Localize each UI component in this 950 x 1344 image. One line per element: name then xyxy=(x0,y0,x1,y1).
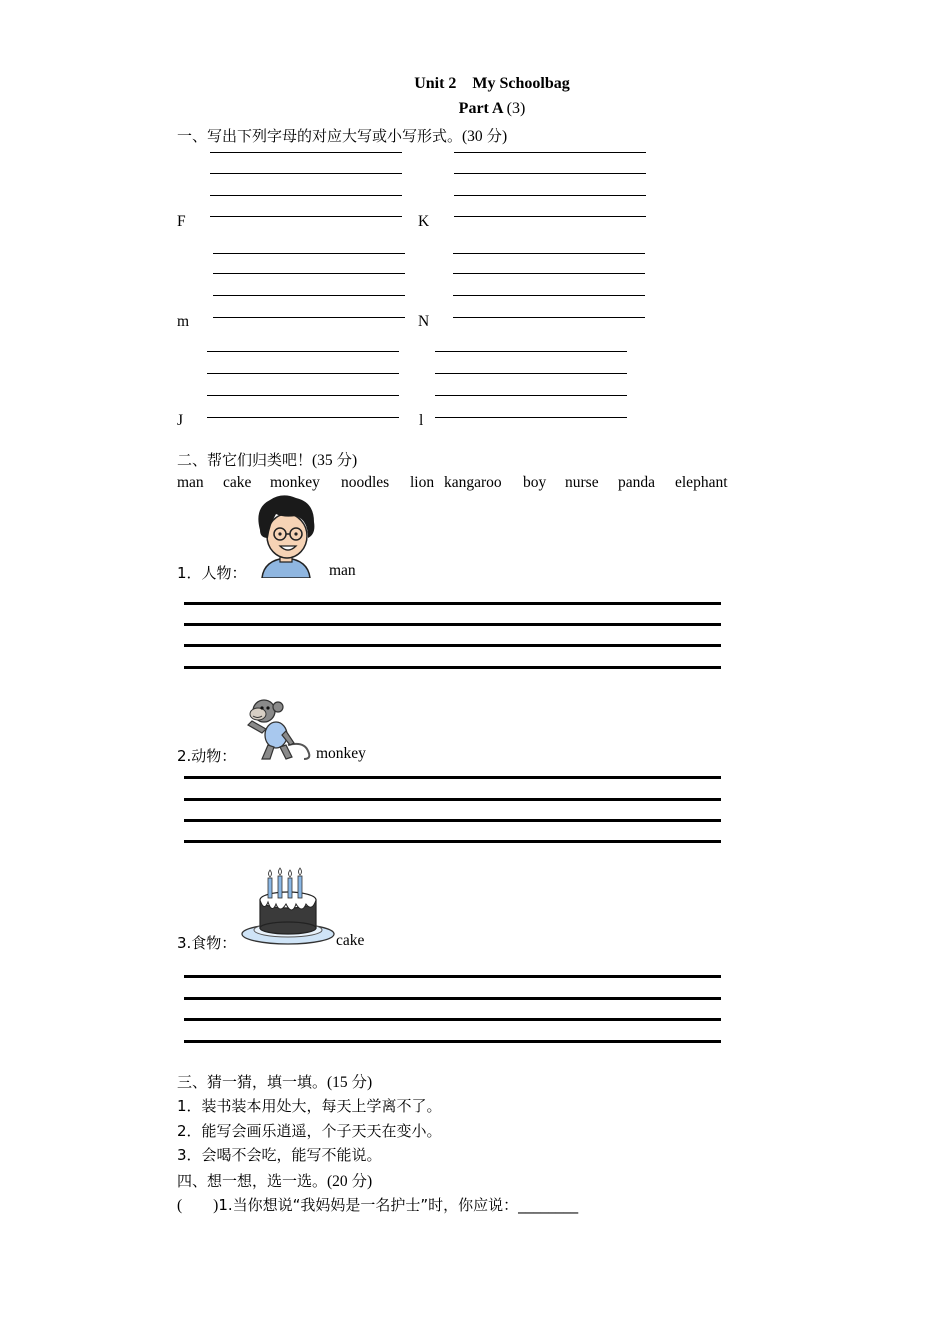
part-num: (3) xyxy=(506,100,526,117)
word-bank-item: boy xyxy=(523,474,547,491)
letter-m: m xyxy=(177,313,190,330)
question-4-1-text: 1.当你想说“我妈妈是一名护士”时，你应说：________ xyxy=(218,1196,579,1214)
writing-line[interactable] xyxy=(210,173,402,174)
part-title xyxy=(0,100,950,118)
word-bank-item: lion xyxy=(410,474,435,491)
writing-line[interactable] xyxy=(210,152,402,153)
writing-line[interactable] xyxy=(435,395,627,396)
section2-score: (35 分) xyxy=(312,452,358,469)
writing-line[interactable] xyxy=(210,216,402,217)
word-bank-item: monkey xyxy=(270,474,320,491)
category-people-label: 1．人物： xyxy=(177,564,247,582)
birthday-cake-icon xyxy=(240,866,336,951)
section4-heading-text: 四、想一想，选一选。 xyxy=(177,1172,328,1190)
writing-line[interactable] xyxy=(207,395,399,396)
writing-line[interactable] xyxy=(213,273,405,274)
answer-line[interactable] xyxy=(184,623,721,626)
section1-heading-text: 一、写出下列字母的对应大写或小写形式。 xyxy=(177,127,463,145)
writing-line[interactable] xyxy=(207,351,399,352)
writing-line[interactable] xyxy=(454,195,646,196)
section3-heading xyxy=(177,1070,372,1092)
letter-N: N xyxy=(418,313,430,330)
writing-line[interactable] xyxy=(454,216,646,217)
writing-line[interactable] xyxy=(435,351,627,352)
answer-line[interactable] xyxy=(184,997,721,1000)
answer-line[interactable] xyxy=(184,666,721,669)
writing-line[interactable] xyxy=(454,173,646,174)
answer-line[interactable] xyxy=(184,1040,721,1043)
section4-heading xyxy=(177,1169,372,1191)
section4-score: (20 分) xyxy=(327,1173,373,1190)
unit-title: Unit 2 My Schoolbag xyxy=(414,75,570,92)
boy-with-glasses-icon xyxy=(252,494,320,583)
word-bank-item: kangaroo xyxy=(444,474,502,491)
riddle-2: 2．能写会画乐逍遥，个子天天在变小。 xyxy=(177,1122,442,1140)
section3-score: (15 分) xyxy=(327,1074,373,1091)
category-people-example: man xyxy=(329,562,356,579)
letter-J: J xyxy=(177,412,184,429)
section2-heading-text: 二、帮它们归类吧！ xyxy=(177,451,313,469)
answer-line[interactable] xyxy=(184,602,721,605)
writing-line[interactable] xyxy=(435,417,627,418)
category-food-label: 3.食物： xyxy=(177,934,237,952)
riddle-1: 1．装书装本用处大，每天上学离不了。 xyxy=(177,1097,442,1115)
writing-line[interactable] xyxy=(210,195,402,196)
writing-line[interactable] xyxy=(453,253,645,254)
section2-heading xyxy=(177,448,357,470)
word-bank-item: noodles xyxy=(341,474,390,491)
answer-line[interactable] xyxy=(184,776,721,779)
word-bank-item: cake xyxy=(223,474,252,491)
answer-paren[interactable]: ( ) xyxy=(177,1197,219,1214)
writing-line[interactable] xyxy=(435,373,627,374)
writing-line[interactable] xyxy=(213,253,405,254)
answer-line[interactable] xyxy=(184,1018,721,1021)
word-bank-item: man xyxy=(177,474,204,491)
writing-line[interactable] xyxy=(453,295,645,296)
writing-line[interactable] xyxy=(207,373,399,374)
section1-score: (30 分) xyxy=(462,128,508,145)
answer-line[interactable] xyxy=(184,819,721,822)
category-food-example: cake xyxy=(336,932,365,949)
category-animals-example: monkey xyxy=(316,745,366,762)
letter-K: K xyxy=(418,213,430,230)
writing-line[interactable] xyxy=(213,317,405,318)
answer-line[interactable] xyxy=(184,644,721,647)
letter-l: l xyxy=(419,412,424,429)
question-4-1 xyxy=(177,1194,578,1215)
writing-line[interactable] xyxy=(453,317,645,318)
word-bank-item: elephant xyxy=(675,474,728,491)
page-title xyxy=(0,75,950,93)
writing-line[interactable] xyxy=(207,417,399,418)
answer-line[interactable] xyxy=(184,798,721,801)
answer-line[interactable] xyxy=(184,840,721,843)
answer-line[interactable] xyxy=(184,975,721,978)
word-bank-item: panda xyxy=(618,474,656,491)
monkey-icon xyxy=(242,695,318,768)
writing-line[interactable] xyxy=(453,273,645,274)
part-label: Part A xyxy=(458,100,503,117)
writing-line[interactable] xyxy=(454,152,646,153)
riddle-3: 3．会喝不会吃，能写不能说。 xyxy=(177,1146,382,1164)
category-animals-label: 2.动物： xyxy=(177,747,237,765)
word-bank-item: nurse xyxy=(565,474,599,491)
letter-F: F xyxy=(177,213,186,230)
section3-heading-text: 三、猜一猜，填一填。 xyxy=(177,1073,328,1091)
writing-line[interactable] xyxy=(213,295,405,296)
section1-heading xyxy=(177,124,507,146)
